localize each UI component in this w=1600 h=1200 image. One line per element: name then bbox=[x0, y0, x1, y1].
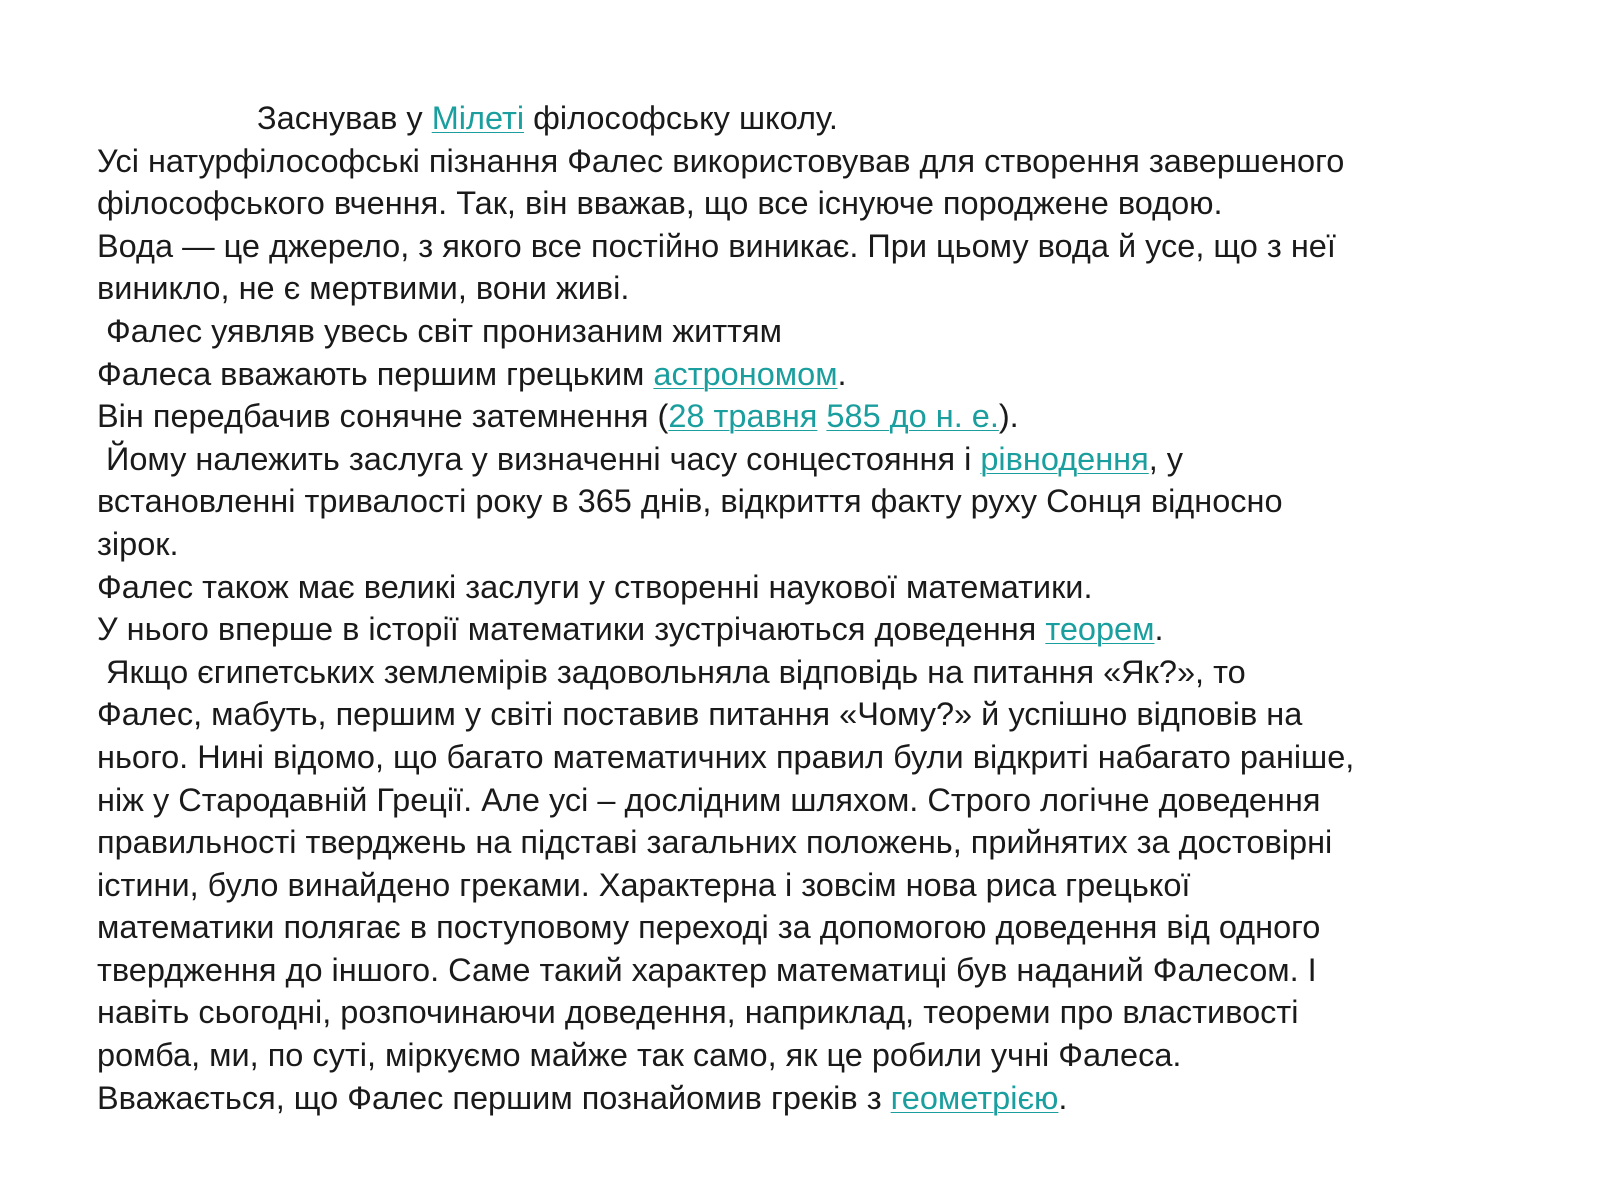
text-line: Усі натурфілософські пізнання Фалес використовував для створення завершеного bbox=[97, 142, 1345, 179]
link-teorem[interactable]: теорем bbox=[1045, 611, 1155, 648]
text-line: ніж у Стародавній Греції. Але усі – дослідним шляхом. Строго логічне доведення bbox=[97, 781, 1321, 818]
text-line: ромба, ми, по суті, міркуємо майже так само, як це робили учні Фалеса. bbox=[97, 1037, 1182, 1074]
text-line bbox=[97, 438, 1577, 481]
text-line: навіть сьогодні, розпочинаючи доведення, наприклад, теореми про властивості bbox=[97, 994, 1299, 1031]
text-line: нього. Нині відомо, що багато математичних правил були відкриті набагато раніше, bbox=[97, 738, 1355, 775]
text-line: істини, було винайдено греками. Характерна і зовсім нова риса грецької bbox=[97, 866, 1191, 903]
link-585-bc[interactable]: 585 до н. е. bbox=[826, 398, 999, 435]
text-span: філософську школу. bbox=[524, 100, 838, 136]
text-span: Заснував у bbox=[257, 100, 432, 136]
text-line: правильності тверджень на підставі загальних положень, прийнятих за достовірні bbox=[97, 824, 1333, 861]
text-line: твердження до іншого. Саме такий характер математиці був наданий Фалесом. І bbox=[97, 951, 1317, 988]
text-line: Фалес, мабуть, першим у світі поставив питання «Чому?» й успішно відповів на bbox=[97, 696, 1303, 733]
link-rivnodennia[interactable]: рівнодення bbox=[980, 440, 1149, 477]
text-span: Йому належить заслуга у визначенні часу сонцестояння і bbox=[106, 440, 981, 477]
text-body bbox=[97, 97, 1577, 1119]
text-line bbox=[97, 97, 1577, 140]
text-span: Вважається, що Фалес першим познайомив греків з bbox=[97, 1079, 891, 1116]
text-line: Фалес уявляв увесь світ пронизаним життям bbox=[106, 312, 782, 349]
text-line: математики полягає в поступовому переході за допомогою доведення від одного bbox=[97, 909, 1321, 946]
text-span: , у bbox=[1148, 440, 1184, 477]
text-span: . bbox=[1058, 1079, 1068, 1116]
text-span: . bbox=[837, 355, 847, 392]
text-span: У нього вперше в історії математики зустрічаються доведення bbox=[97, 611, 1046, 648]
text-line: Якщо єгипетських землемірів задовольняла відповідь на питання «Як?», то bbox=[106, 653, 1246, 690]
text-line bbox=[97, 353, 1577, 396]
link-astronomom[interactable]: астрономом bbox=[653, 355, 838, 392]
text-span: Фалеса вважають першим грецьким bbox=[97, 355, 654, 392]
text-line: виникло, не є мертвими, вони живі. bbox=[97, 270, 630, 307]
link-geometriieiu[interactable]: геометрією bbox=[890, 1079, 1059, 1116]
link-mileti[interactable]: Мілеті bbox=[431, 100, 525, 136]
text-line: встановленні тривалості року в 365 днів, відкриття факту руху Сонця відносно bbox=[97, 483, 1283, 520]
text-line: філософського вчення. Так, він вважав, що все існуюче породжене водою. bbox=[97, 185, 1223, 222]
text-line bbox=[97, 1077, 1577, 1120]
text-line: Вода — це джерело, з якого все постійно виникає. При цьому вода й усе, що з неї bbox=[97, 227, 1336, 264]
text-line: зірок. bbox=[97, 525, 179, 562]
text-line bbox=[97, 395, 1577, 438]
link-28-travnia[interactable]: 28 травня bbox=[668, 398, 818, 435]
text-line: Фалес також має великі заслуги у створенні наукової математики. bbox=[97, 568, 1093, 605]
text-span: Він передбачив сонячне затемнення ( bbox=[97, 398, 669, 435]
text-span: . bbox=[1154, 611, 1164, 648]
text-span: ). bbox=[998, 398, 1019, 435]
text-line bbox=[97, 608, 1577, 651]
